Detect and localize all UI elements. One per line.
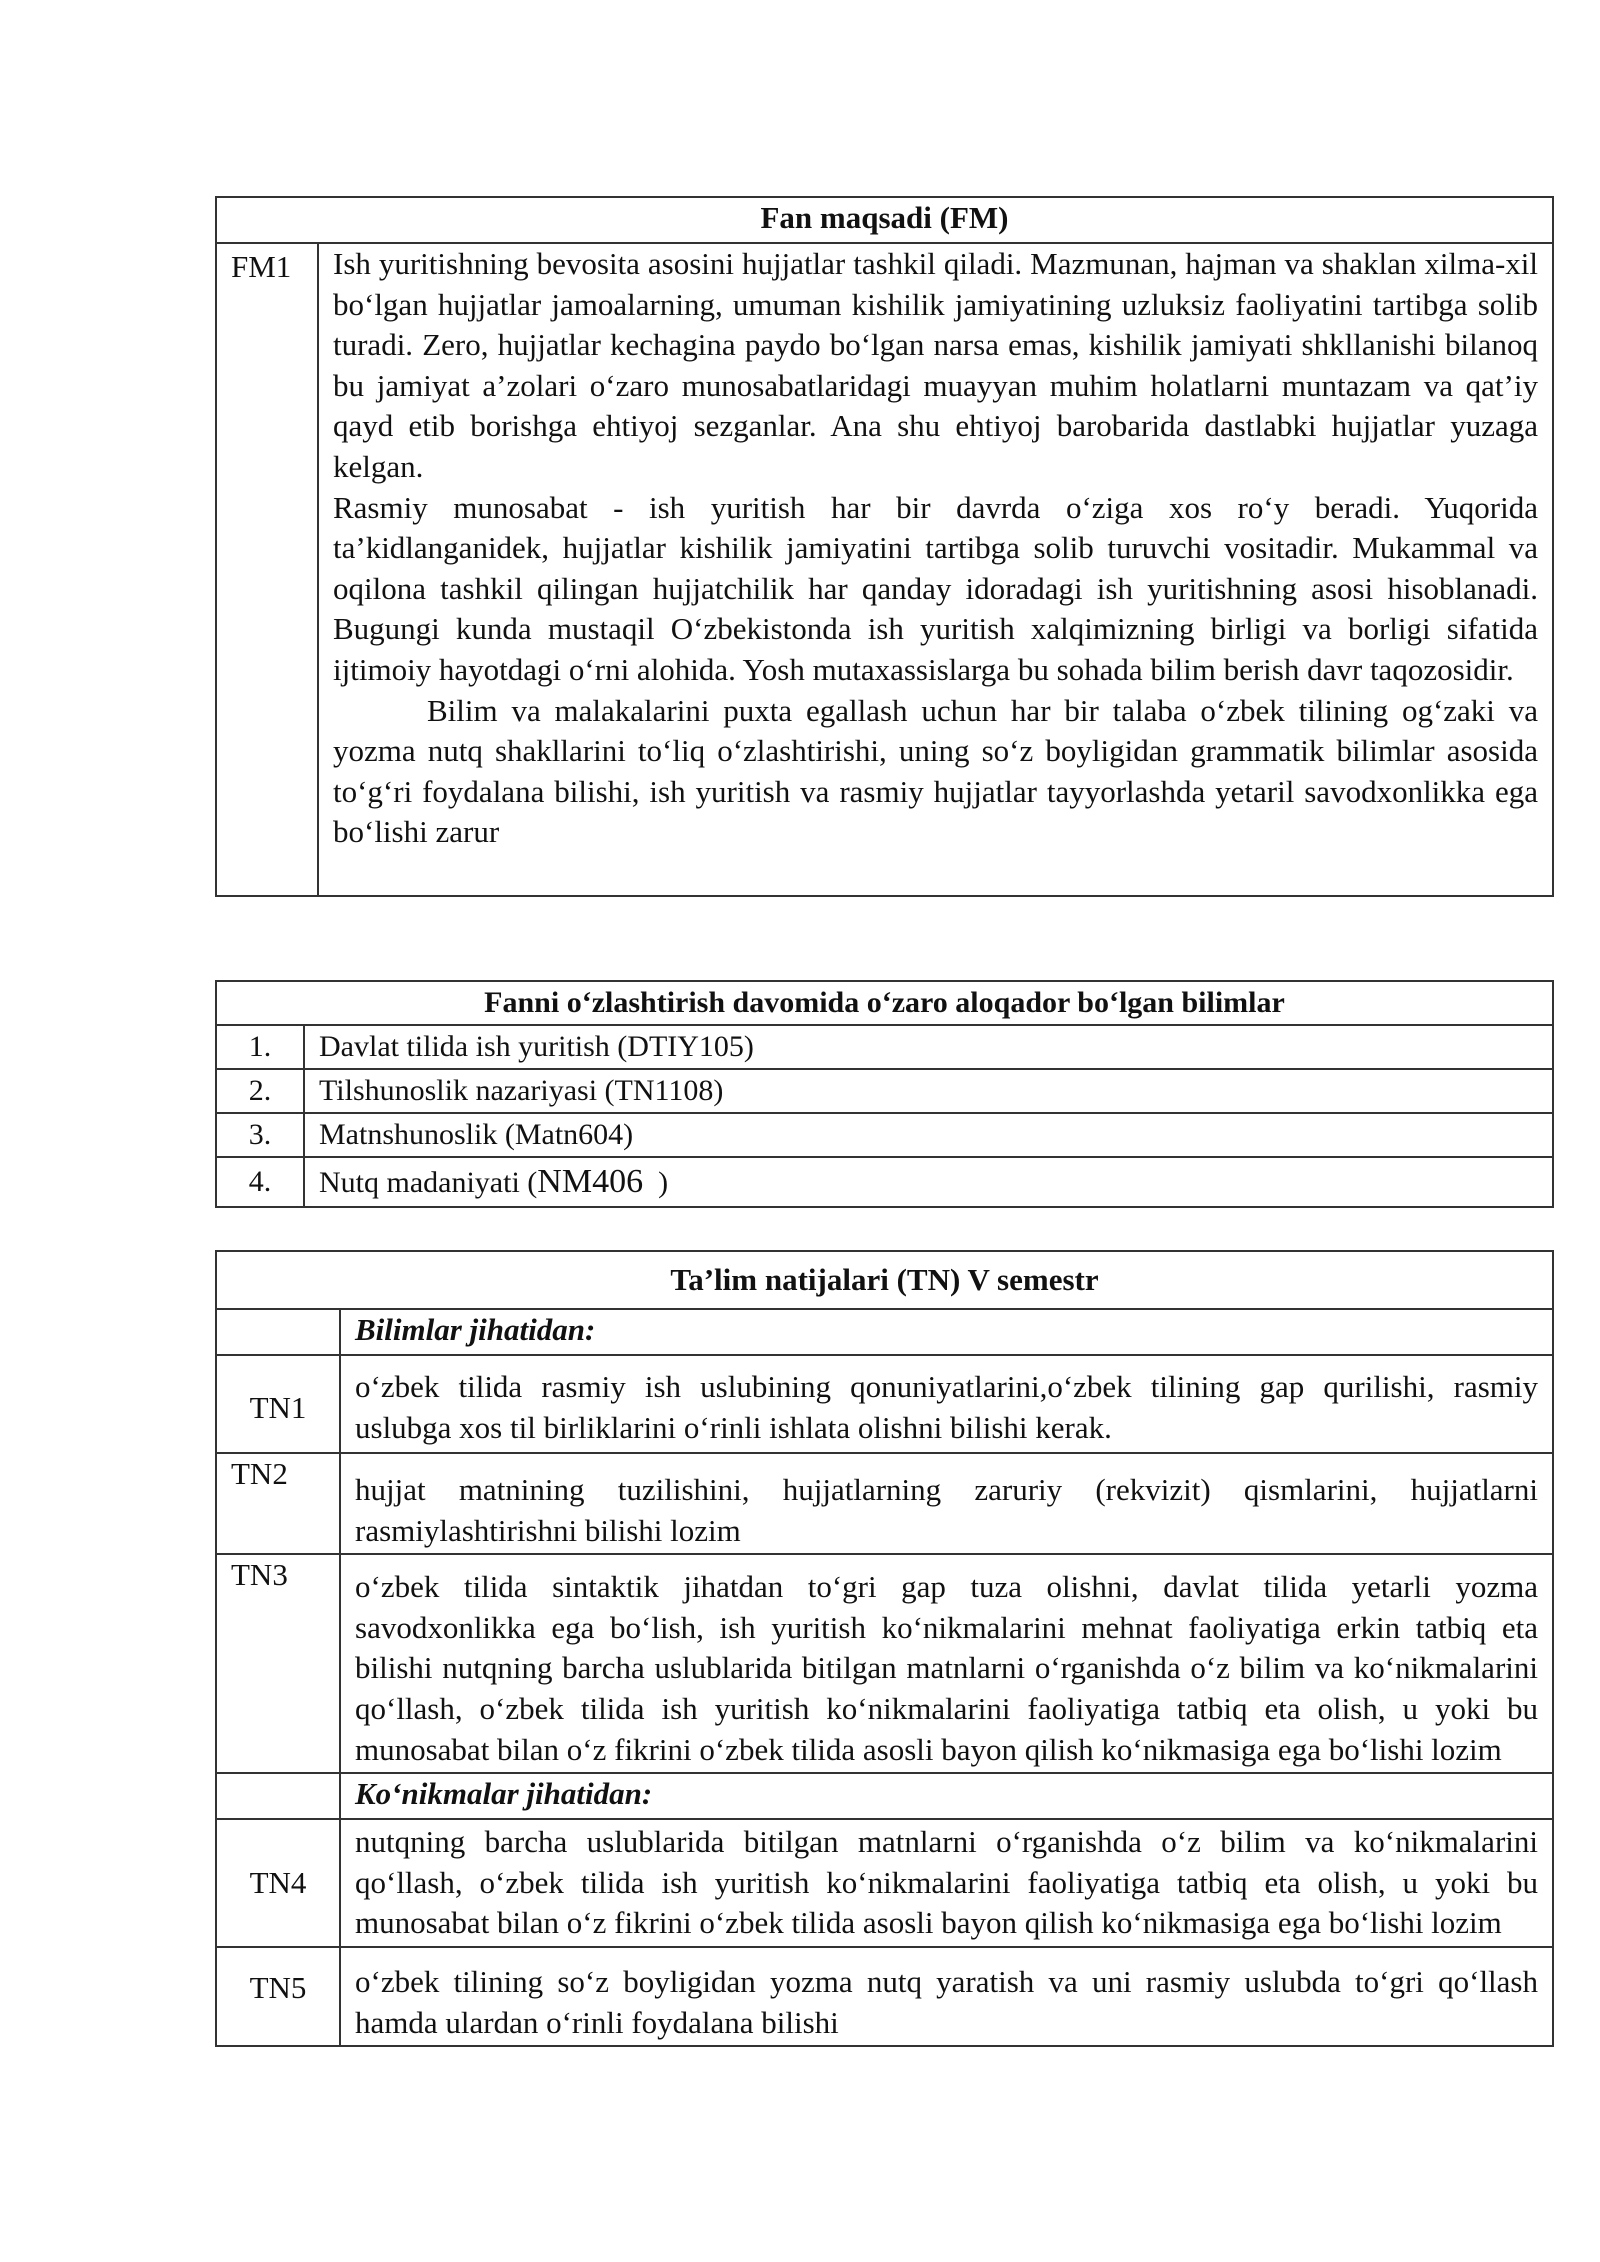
table-row	[216, 1947, 1553, 2046]
fm-code: FM1	[216, 243, 318, 896]
tn-text: o‘zbek tilida rasmiy ish uslubining qonuniyatlarini,o‘zbek tilining gap qurilishi, rasmiy uslubga xos til birliklarini o‘rinli ishlata olishni bilishi kerak.	[340, 1355, 1553, 1453]
row-text: Matnshunoslik (Matn604)	[304, 1113, 1553, 1157]
section-skills: Ko‘nikmalar jihatidan:	[340, 1773, 1553, 1819]
table-row	[216, 1453, 1553, 1554]
section-knowledge: Bilimlar jihatidan:	[340, 1309, 1553, 1355]
table-row	[216, 1554, 1553, 1773]
table-row	[216, 1157, 1553, 1207]
fan-maqsadi-table	[215, 196, 1554, 897]
row-text-code: NM406	[537, 1163, 644, 1200]
row-text-suffix: )	[643, 1166, 669, 1199]
table-row	[216, 1113, 1553, 1157]
talim-natijalari-table	[215, 1250, 1554, 2047]
table-row	[216, 1025, 1553, 1069]
row-number: 1.	[216, 1025, 304, 1069]
tn-code: TN1	[216, 1355, 340, 1453]
table-row	[216, 1069, 1553, 1113]
fm-paragraph: Ish yuritishning bevosita asosini hujjatlar tashkil qiladi. Mazmunan, hajman va shaklan xilma-xil bo‘lgan hujjatlar jamoalarning, umuman kishilik jamiyatining uzluksiz faoliyatini tartibga solib turadi. Zero, hujjatlar kechagina paydo bo‘lgan narsa emas, kishilik jamiyati shkllanishi bilanoq bu jamiyat a’zolari o‘zaro munosabatlaridagi muayyan muhim holatlarni muntazam va qat’iy qayd etib borishga ehtiyoj sezganlar. Ana shu ehtiyoj barobarida dastlabki hujjatlar yuzaga kelgan.	[333, 246, 1538, 484]
row-text: Tilshunoslik nazariyasi (TN1108)	[304, 1069, 1553, 1113]
tn-text: hujjat matnining tuzilishini, hujjatlarning zaruriy (rekvizit) qismlarini, hujjatlarni rasmiylashtirishni bilishi lozim	[340, 1453, 1553, 1554]
row-number: 3.	[216, 1113, 304, 1157]
tn-code: TN2	[216, 1453, 340, 1554]
fm-body	[318, 243, 1553, 896]
tn-text: o‘zbek tilida sintaktik jihatdan to‘gri gap tuza olishni, davlat tilida yetarli yozma savodxonlikka ega bo‘lish, ish yuritish ko‘nikmalarini mehnat faoliyatiga erkin tatbiq eta bilishi nutqning barcha uslublarida bitilgan matnlarni o‘rganishda o‘z bilim va ko‘nikmalarini qo‘llash, o‘zbek tilida ish yuritish ko‘nikmalarini faoliyatiga tatbiq eta olish, u yoki bu munosabat bilan o‘z fikrini o‘zbek tilida asosli bayon qilish ko‘nikmasiga ega bo‘lishi lozim	[340, 1554, 1553, 1773]
tn-code: TN5	[216, 1947, 340, 2046]
empty-cell	[216, 1773, 340, 1819]
table-row	[216, 1819, 1553, 1947]
row-text: Davlat tilida ish yuritish (DTIY105)	[304, 1025, 1553, 1069]
talim-natijalari-header: Ta’lim natijalari (TN) V semestr	[216, 1251, 1553, 1309]
empty-cell	[216, 1309, 340, 1355]
tn-code: TN4	[216, 1819, 340, 1947]
tn-text: o‘zbek tilining so‘z boyligidan yozma nutq yaratish va uni rasmiy uslubda to‘gri qo‘llash hamda ulardan o‘rinli foydalana bilishi	[340, 1947, 1553, 2046]
row-text	[304, 1157, 1553, 1207]
fm-paragraph: Bilim va malakalarini puxta egallash uchun har bir talaba o‘zbek tilining og‘zaki va yozma nutq shakllarini to‘liq o‘zlashtirishi, uning so‘z boyligidan grammatik bilimlar asosida to‘g‘ri foydalana bilishi, ish yuritish va rasmiy hujjatlar tayyorlashda yetaril savodxonlikka ega bo‘lishi zarur	[333, 692, 1538, 850]
fm-paragraph: Rasmiy munosabat - ish yuritish har bir davrda o‘ziga xos ro‘y beradi. Yuqorida ta’kidlanganidek, hujjatlar kishilik jamiyatini tartibga solib turuvchi vositadir. Mukammal va oqilona tashkil qilingan hujjatchilik har qanday idoradagi ish yuritishning asosi hisoblanadi. Bugungi kunda mustaqil O‘zbekistonda ish yuritish xalqimizning birligi va borligi sifatida ijtimoiy hayotdagi o‘rni alohida. Yosh mutaxassislarga bu sohada bilim berish davr taqozosidir.	[333, 489, 1538, 687]
row-number: 2.	[216, 1069, 304, 1113]
related-knowledge-header: Fanni o‘zlashtirish davomida o‘zaro aloqador bo‘lgan bilimlar	[216, 981, 1553, 1025]
tn-code: TN3	[216, 1554, 340, 1773]
row-number: 4.	[216, 1157, 304, 1207]
related-knowledge-table	[215, 980, 1554, 1208]
fan-maqsadi-header: Fan maqsadi (FM)	[216, 197, 1553, 243]
table-row	[216, 1355, 1553, 1453]
row-text-prefix: Nutq madaniyati (	[319, 1166, 538, 1199]
tn-text: nutqning barcha uslublarida bitilgan matnlarni o‘rganishda o‘z bilim va ko‘nikmalarini qo‘llash, o‘zbek tilida ish yuritish ko‘nikmalarini faoliyatiga tatbiq eta olish, u yoki bu munosabat bilan o‘z fikrini o‘zbek tilida asosli bayon qilish ko‘nikmasiga ega bo‘lishi lozim	[340, 1819, 1553, 1947]
